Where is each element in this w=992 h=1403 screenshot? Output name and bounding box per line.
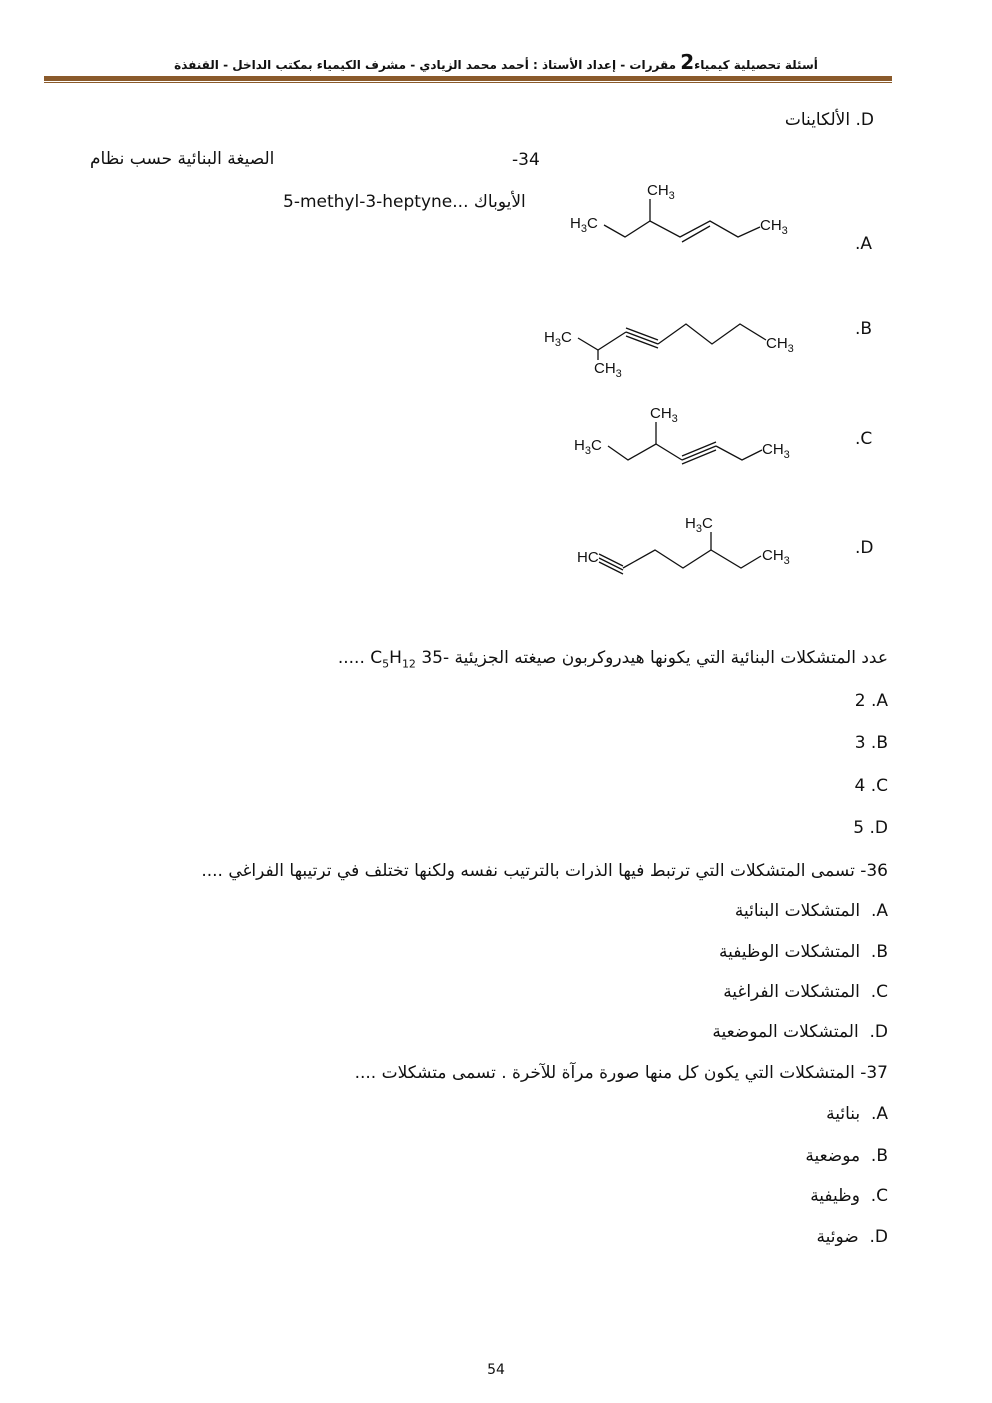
q33-option-d-letter: .D xyxy=(855,110,874,130)
label-h3c: $H_3C$ xyxy=(574,437,602,457)
label-ch3-right: $CH_3$ xyxy=(762,441,790,461)
q34-number: -34 xyxy=(512,150,540,170)
label-ch3-top: $CH_3$ xyxy=(647,182,675,202)
q34-letter-b: .B xyxy=(855,319,873,339)
q36-option-d: المتشكلات الموضعية .D xyxy=(712,1022,888,1042)
q37-option-b: موضعية .B xyxy=(805,1146,888,1166)
q35-text: 35- عدد المتشكلات البنائية التي يكونها هيدروكربون صيغته الجزيئية xyxy=(421,648,888,668)
label-h3c: $H_3C$ xyxy=(570,215,598,235)
header-rule xyxy=(44,76,892,81)
q36-question: 36- تسمى المتشكلات التي ترتبط فيها الذرات بالترتيب نفسه ولكنها تختلف في ترتيبها الفراغي .... xyxy=(201,861,888,881)
label-ch3-right: $CH_3$ xyxy=(760,217,788,237)
header-text-1: أسئلة تحصيلية كيمياء xyxy=(694,58,818,72)
q35-option-d: 5 .D xyxy=(853,818,888,838)
label-h3c-top: $H_3C$ xyxy=(685,515,713,535)
q36-option-a: المتشكلات البنائية .A xyxy=(734,901,888,921)
q34-letter-d: .D xyxy=(855,538,874,558)
q37-option-d: ضوئية .D xyxy=(816,1227,888,1247)
label-h3c: $H_3C$ xyxy=(544,329,572,349)
q34-text-1: الصيغة البنائية حسب نظام xyxy=(90,149,275,169)
q34-iupac-label: الأيوباك xyxy=(473,192,526,212)
q34-text-2 xyxy=(283,192,526,212)
structure-a xyxy=(560,175,810,245)
structure-d xyxy=(575,510,815,580)
label-ch3-right: $CH_3$ xyxy=(766,335,794,355)
header-text-2: مقررات - إعداد الأستاذ : أحمد محمد الزيادي - مشرف الكيمياء بمكتب الداخل - القنفذة xyxy=(174,58,681,72)
label-ch3-right: $CH_3$ xyxy=(762,547,790,567)
q37-question: 37- المتشكلات التي يكون كل منها صورة مرآة للآخرة . تسمى متشكلات .... xyxy=(354,1063,888,1083)
q37-option-a: بنائية .A xyxy=(826,1104,888,1124)
q35-option-c: 4 .C xyxy=(854,776,888,796)
header-number: 2 xyxy=(680,50,695,74)
q37-option-c: وظيفية .C xyxy=(810,1186,888,1206)
q36-option-b: المتشكلات الوظيفية .B xyxy=(718,942,888,962)
header-rule-thin xyxy=(44,82,892,83)
page-number: 54 xyxy=(487,1362,505,1378)
q35-dots: ..... xyxy=(337,648,365,668)
q35-formula: $C_5H_{12}$ xyxy=(370,648,416,671)
q36-option-c: المتشكلات الفراغية .C xyxy=(723,982,888,1002)
q34-letter-c: .C xyxy=(855,429,873,449)
label-hc: HC xyxy=(577,549,599,566)
q35-option-a: 2 .A xyxy=(854,691,888,711)
q33-option-d-text: الألكاينات xyxy=(784,110,851,130)
structure-b xyxy=(540,310,810,385)
page-header xyxy=(0,50,992,74)
label-ch3-top: $CH_3$ xyxy=(650,405,678,425)
q35-question xyxy=(338,648,888,670)
structure-c xyxy=(570,400,810,470)
q35-option-b: 3 .B xyxy=(854,733,888,753)
label-ch3-bottom: $CH_3$ xyxy=(594,360,622,380)
q33-option-d xyxy=(785,110,874,130)
q34-iupac-name: 5-methyl-3-heptyne... xyxy=(283,192,469,212)
q34-letter-a: .A xyxy=(855,234,873,254)
